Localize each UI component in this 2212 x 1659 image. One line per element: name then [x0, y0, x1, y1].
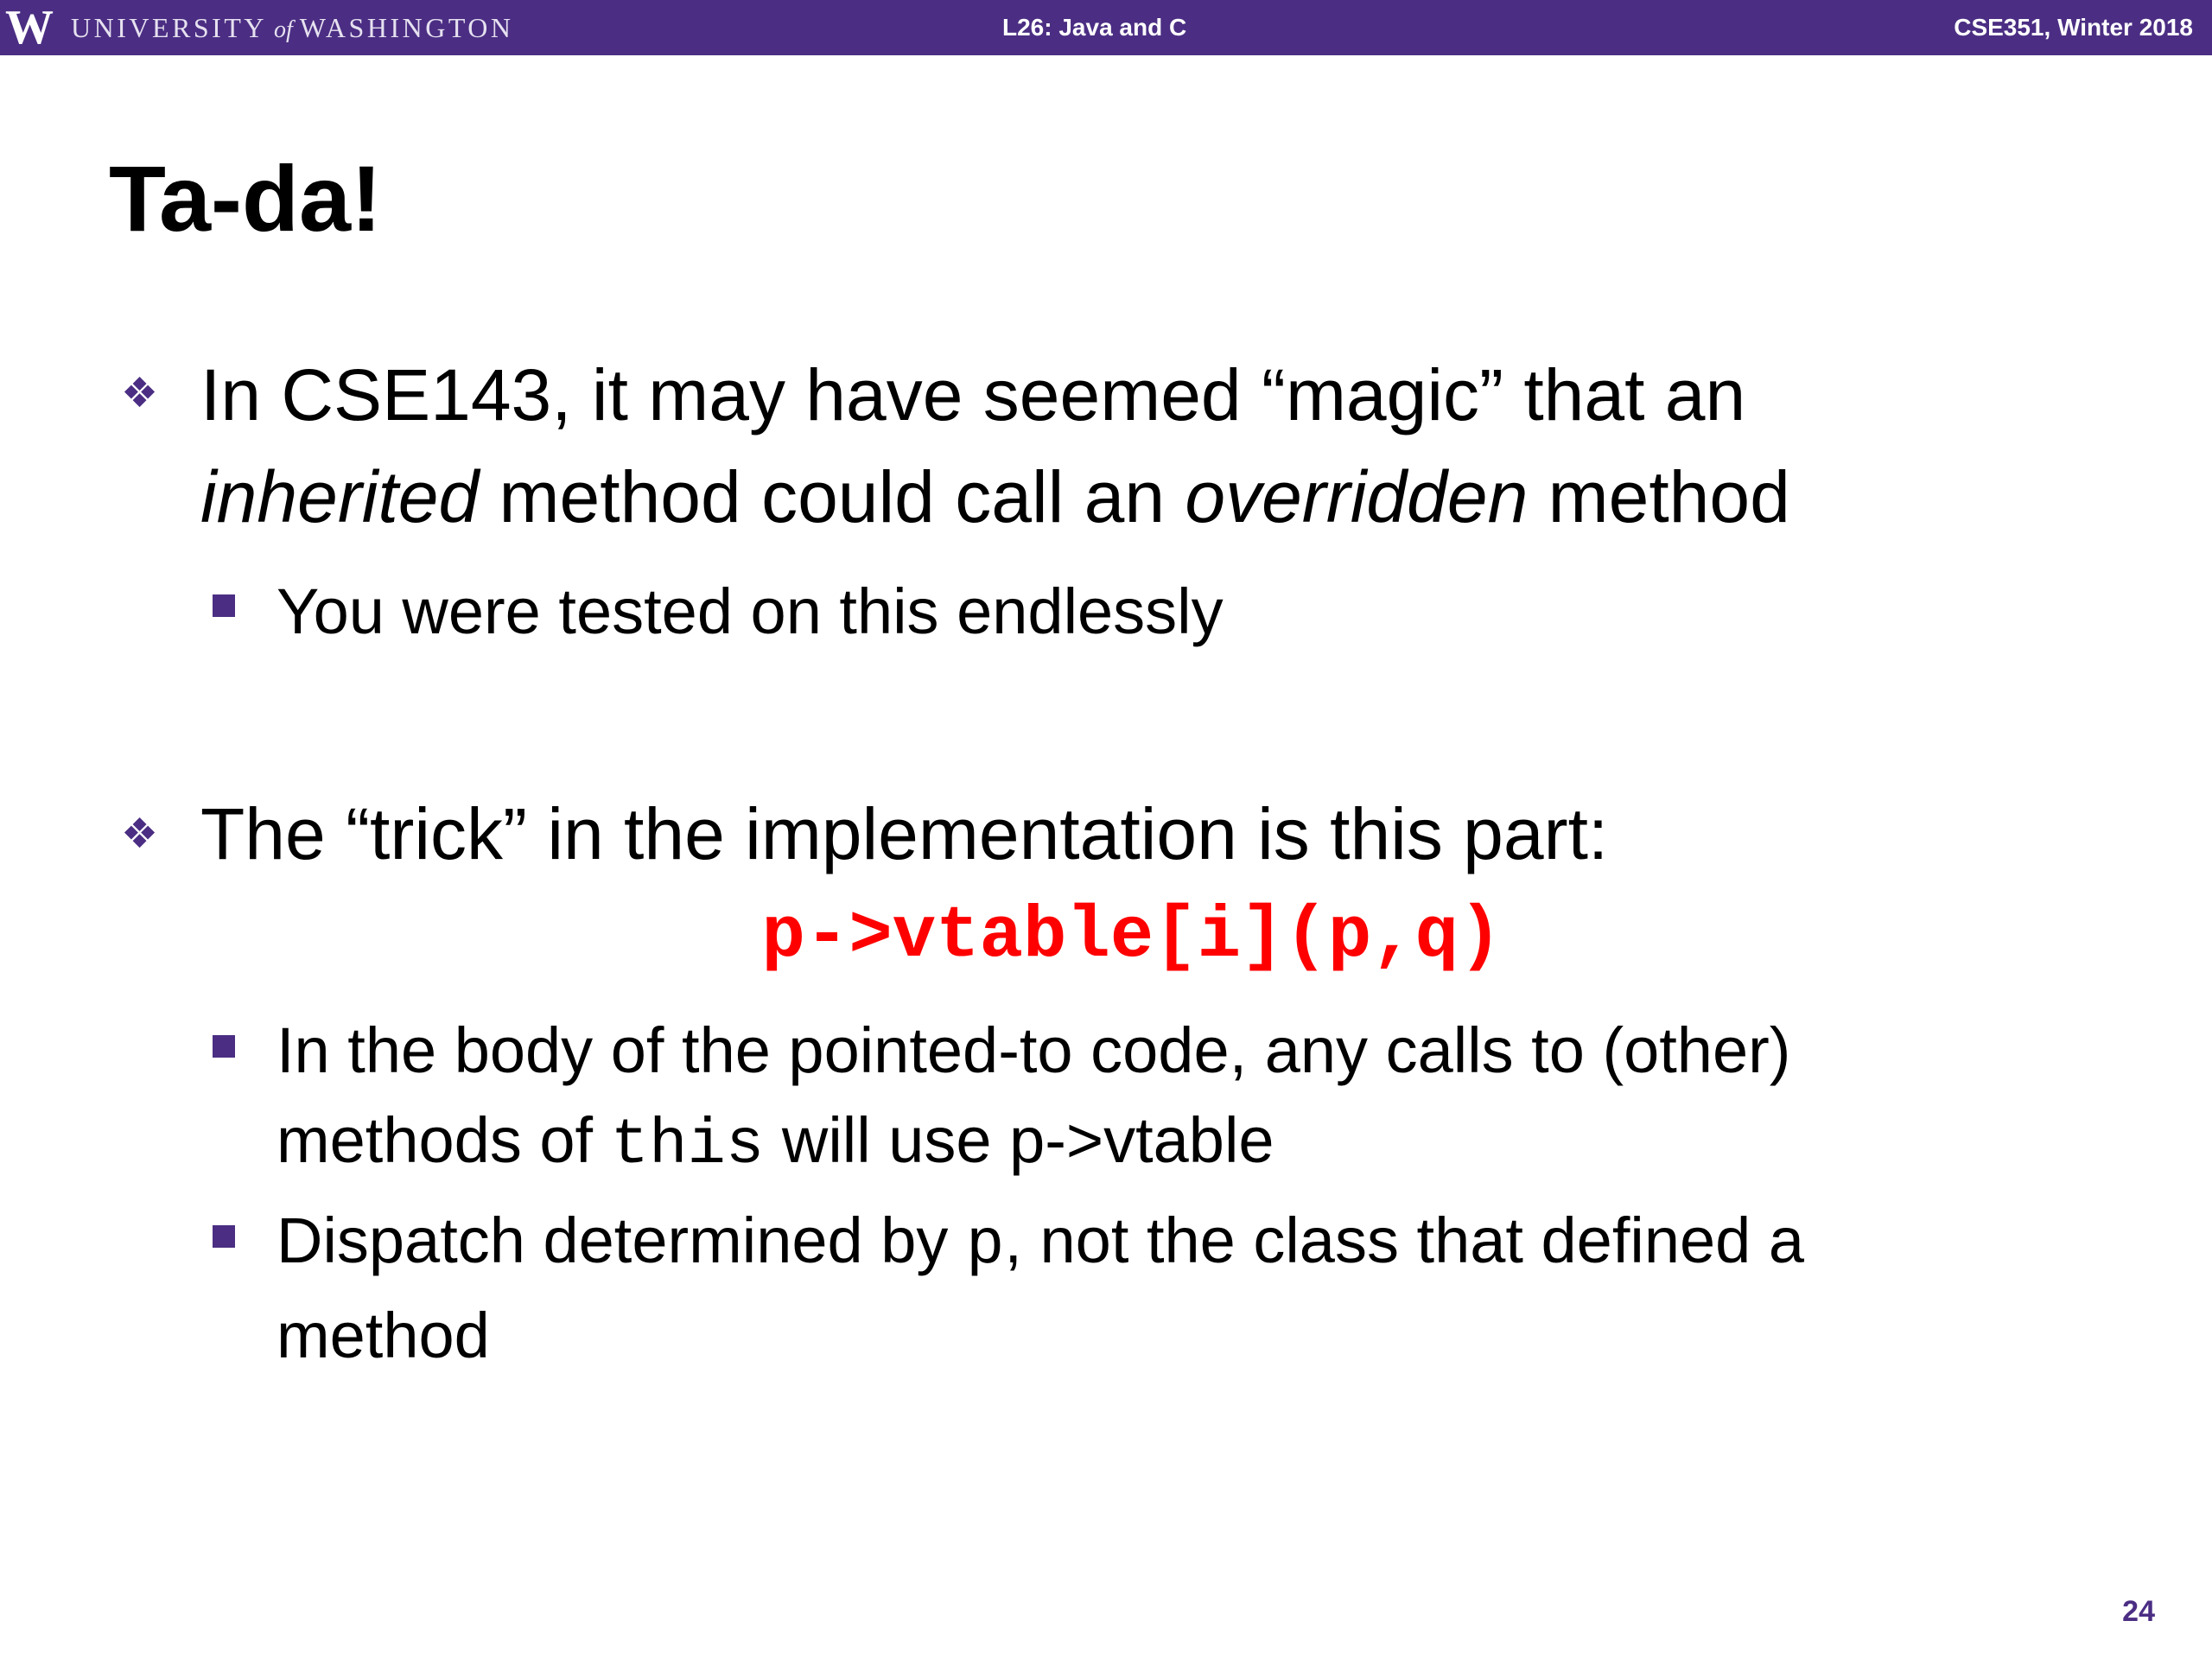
square-bullet-icon	[213, 594, 235, 617]
course-title: CSE351, Winter 2018	[1954, 14, 2193, 41]
code-this: this	[610, 1109, 765, 1182]
uw-w-logo-icon: W	[5, 1, 54, 54]
header-bar	[0, 0, 2212, 55]
bullet-inherited-methods: In CSE143, it may have seemed “magic” that an inherited method could call an overridden method	[200, 354, 1790, 537]
vtable-code: p->vtable[i](p,q)	[761, 896, 1503, 978]
university-name: UNIVERSITY of WASHINGTON	[71, 11, 514, 43]
diamond-bullet-icon: ❖	[121, 811, 159, 857]
sub-bullet-body: In the body of the pointed-to code, any calls to (other) methods of this will use p->vtable	[276, 1014, 1791, 1182]
sub-bullet-tested: You were tested on this endlessly	[276, 575, 1224, 647]
bullet-trick: The “trick” in the implementation is this part:	[200, 793, 1609, 874]
square-bullet-icon	[213, 1225, 235, 1248]
sub-bullet-dispatch: Dispatch determined by p, not the class that defined a method	[276, 1205, 1805, 1371]
slide-title: Ta-da!	[109, 146, 382, 251]
page-number: 24	[2122, 1595, 2155, 1628]
uw-logo	[5, 2, 514, 54]
diamond-bullet-icon: ❖	[121, 371, 159, 416]
lecture-title: L26: Java and C	[1002, 14, 1187, 41]
code-p: p	[965, 1210, 1005, 1282]
square-bullet-icon	[213, 1035, 235, 1058]
